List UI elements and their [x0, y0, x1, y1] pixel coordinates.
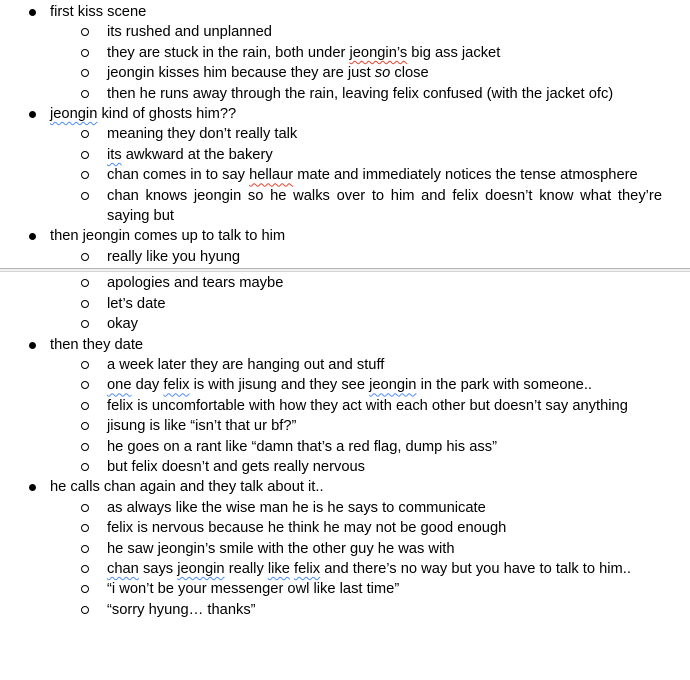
outline-item[interactable]	[0, 226, 690, 246]
bullet-circle-icon	[81, 402, 89, 410]
text-run: felix is uncomfortable with how they act with each other but doesn’t say anything	[107, 397, 628, 414]
text-run: apologies and tears maybe	[107, 275, 284, 292]
outline-item[interactable]	[0, 124, 690, 144]
text-run: they are stuck in the rain, both under	[107, 44, 350, 61]
outline-item-text	[107, 65, 429, 81]
bullet-circle-icon	[81, 606, 89, 614]
grammar-squiggle: jeongin	[50, 106, 98, 123]
text-run: then they date	[50, 336, 144, 353]
bullet-circle-icon	[81, 443, 89, 451]
outline-item[interactable]	[0, 247, 690, 267]
bullet-circle-icon	[81, 192, 89, 200]
text-run: then jeongin comes up to talk to him	[50, 228, 286, 245]
outline-item-text	[107, 357, 384, 373]
outline-item[interactable]	[0, 2, 690, 22]
text-run: in the park with someone..	[416, 377, 593, 394]
bullet-disc-icon	[29, 9, 36, 16]
text-run: felix is nervous because he think he may not be good enough	[107, 520, 507, 537]
text-run: first kiss scene	[50, 4, 147, 20]
bullet-circle-icon	[81, 524, 89, 532]
outline-item[interactable]	[0, 335, 690, 355]
outline-item[interactable]	[0, 396, 690, 416]
text-run: then he runs away through the rain, leaving felix confused (with the jacket ofc)	[107, 85, 614, 102]
text-run: meaning they don’t really talk	[107, 126, 298, 143]
italic-text: so	[374, 65, 391, 82]
text-run: okay	[107, 316, 139, 333]
bullet-circle-icon	[81, 422, 89, 430]
bullet-circle-icon	[81, 151, 89, 159]
outline-item-text	[50, 228, 285, 244]
outline-item[interactable]	[0, 104, 690, 124]
bullet-disc-icon	[29, 484, 36, 491]
outline-item-text	[107, 24, 272, 40]
text-run: as always like the wise man he is he says to communicate	[107, 499, 486, 516]
text-run: its rushed and unplanned	[107, 24, 272, 41]
outline-item[interactable]	[0, 314, 690, 334]
text-run: chan knows jeongin so he walks over to him and felix doesn’t know what they’re saying but	[107, 187, 662, 225]
outline-item-text	[107, 316, 138, 332]
grammar-squiggle: one	[107, 377, 132, 394]
outline-item-text	[107, 520, 506, 536]
outline-item-text	[107, 581, 399, 597]
text-run: close	[390, 65, 429, 82]
text-run: is with jisung and they see	[189, 377, 370, 394]
outline-item[interactable]	[0, 518, 690, 538]
page-break-divider	[0, 268, 690, 272]
grammar-squiggle: jeongin	[369, 377, 417, 394]
outline-item-text	[107, 249, 240, 265]
outline-item[interactable]	[0, 43, 690, 63]
outline-item-text	[50, 106, 236, 122]
outline-item[interactable]	[0, 63, 690, 83]
text-run: “i won’t be your messenger owl like last time”	[107, 581, 400, 598]
outline-item-text	[107, 188, 662, 224]
bullet-circle-icon	[81, 361, 89, 369]
text-run: mate and immediately notices the tense atmosphere	[293, 167, 638, 184]
text-run: “sorry hyung… thanks”	[107, 601, 256, 618]
outline-item-text	[107, 126, 297, 142]
outline-item-text	[107, 561, 631, 577]
outline-item[interactable]	[0, 600, 690, 620]
outline-item[interactable]	[0, 559, 690, 579]
text-run: jeongin kisses him because they are just	[107, 65, 375, 82]
bullet-circle-icon	[81, 504, 89, 512]
outline-item[interactable]	[0, 579, 690, 599]
grammar-squiggle: felix	[163, 377, 190, 394]
outline-item-text	[107, 459, 365, 475]
outline-item[interactable]	[0, 355, 690, 375]
bullet-circle-icon	[81, 300, 89, 308]
text-run: jisung is like “isn’t that ur bf?”	[107, 418, 297, 435]
bullet-circle-icon	[81, 171, 89, 179]
outline-item-text	[107, 86, 613, 102]
bullet-circle-icon	[81, 463, 89, 471]
outline-item[interactable]	[0, 22, 690, 42]
text-run: chan comes in to say	[107, 167, 250, 184]
outline-item-text	[107, 418, 296, 434]
text-run: but felix doesn’t and gets really nervous	[107, 458, 365, 475]
outline-item-text	[107, 500, 486, 516]
outline-item-text	[107, 167, 638, 183]
outline-item-text	[50, 337, 143, 353]
outline-item[interactable]	[0, 294, 690, 314]
outline-item[interactable]	[0, 84, 690, 104]
grammar-squiggle: jeongin	[177, 560, 225, 577]
outline-item[interactable]	[0, 457, 690, 477]
outline-item[interactable]	[0, 273, 690, 293]
text-run: says	[138, 560, 178, 577]
grammar-squiggle: felix	[294, 560, 321, 577]
text-run: kind of ghosts him??	[97, 106, 237, 123]
text-run: he saw jeongin’s smile with the other guy he was with	[107, 540, 455, 557]
outline-item-text	[107, 439, 497, 455]
bullet-circle-icon	[81, 565, 89, 573]
spellcheck-squiggle: jeongin’s	[349, 44, 408, 61]
text-run: big ass jacket	[407, 44, 501, 61]
outline-item[interactable]	[0, 416, 690, 436]
outline-item-text	[107, 541, 455, 557]
bullet-circle-icon	[81, 253, 89, 261]
bullet-circle-icon	[81, 49, 89, 57]
outline-item-text	[107, 377, 592, 393]
text-run: really	[224, 560, 268, 577]
bullet-circle-icon	[81, 381, 89, 389]
outline-item[interactable]	[0, 186, 690, 227]
outline-item[interactable]	[0, 145, 690, 165]
bullet-circle-icon	[81, 279, 89, 287]
outline-item[interactable]	[0, 498, 690, 518]
bullet-disc-icon	[29, 342, 36, 349]
outline-item[interactable]	[0, 437, 690, 457]
outline-item[interactable]	[0, 165, 690, 185]
text-run: day	[131, 377, 164, 394]
text-run: awkward at the bakery	[121, 146, 273, 163]
text-run: he goes on a rant like “damn that’s a red flag, dump his ass”	[107, 438, 497, 455]
bullet-disc-icon	[29, 233, 36, 240]
outline-item-text	[107, 296, 166, 312]
spellcheck-squiggle: hellaur	[249, 167, 294, 184]
bullet-disc-icon	[29, 111, 36, 118]
grammar-squiggle: like	[267, 560, 290, 577]
bullet-circle-icon	[81, 130, 89, 138]
bullet-circle-icon	[81, 28, 89, 36]
text-run: and there’s no way but you have to talk to him..	[320, 560, 631, 577]
outline-item-text	[107, 602, 256, 618]
text-run: a week later they are hanging out and stuff	[107, 356, 385, 373]
outline-item-text	[50, 479, 324, 495]
outline-item-text	[107, 398, 628, 414]
text-run: he calls chan again and they talk about it..	[50, 479, 324, 496]
grammar-squiggle: chan	[107, 560, 139, 577]
grammar-squiggle: its	[107, 146, 122, 163]
outline-item-text	[107, 275, 283, 291]
outline-item[interactable]	[0, 375, 690, 395]
outline-item[interactable]	[0, 539, 690, 559]
bullet-circle-icon	[81, 69, 89, 77]
text-run: really like you hyung	[107, 248, 241, 265]
bullet-circle-icon	[81, 585, 89, 593]
text-run: let’s date	[107, 295, 166, 312]
bullet-circle-icon	[81, 90, 89, 98]
outline-item-text	[107, 147, 273, 163]
bullet-circle-icon	[81, 545, 89, 553]
outline-item[interactable]	[0, 477, 690, 497]
outline-item-text	[107, 45, 500, 61]
outline-item-text	[50, 4, 146, 20]
bullet-circle-icon	[81, 320, 89, 328]
